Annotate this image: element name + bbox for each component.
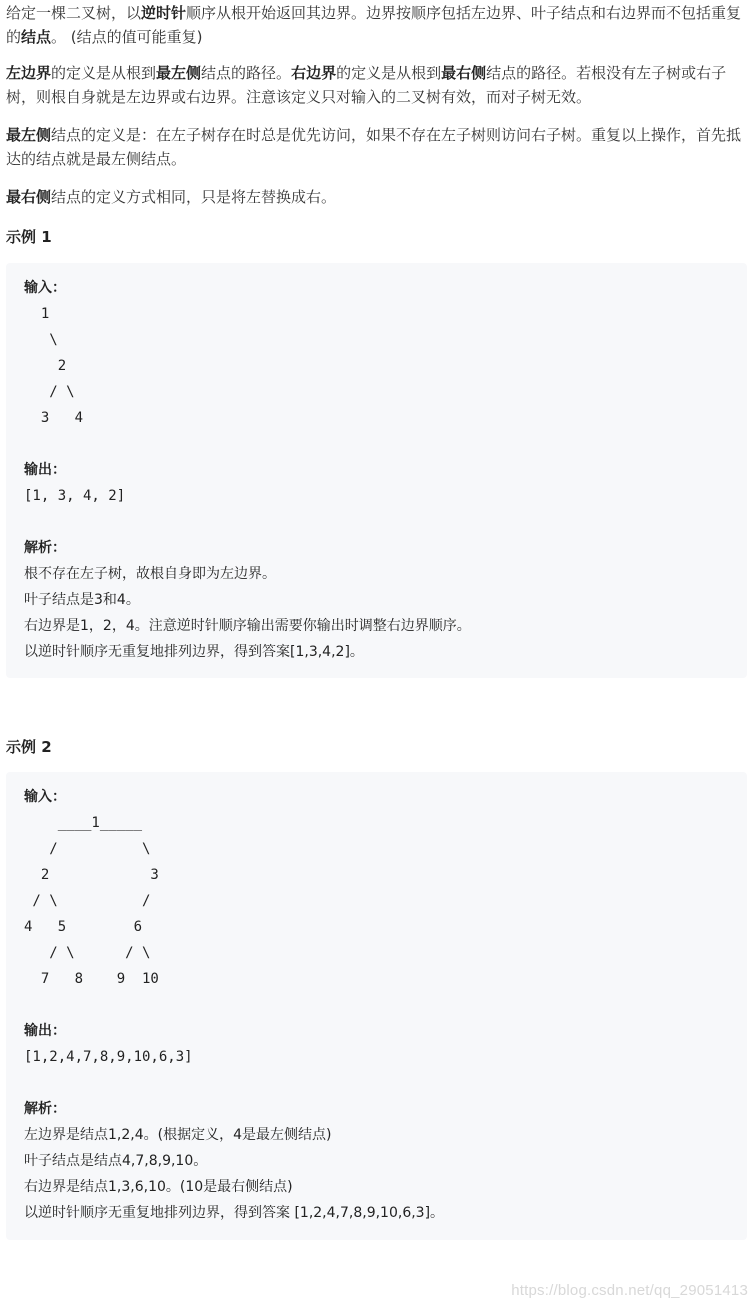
example-2-explain-line-4: 以逆时针顺序无重复地排列边界，得到答案 [1,2,4,7,8,9,10,6,3]。 [24,1205,445,1221]
example-2-explain-label: 解析： [24,1101,66,1117]
intro-paragraph-2: 左边界的定义是从根到最左侧结点的路径。右边界的定义是从根到最右侧结点的路径。若根没有左子树或右子树，则根自身就是左边界或右边界。注意该定义只对输入的二叉树有效，而对子树无效。 [6,64,727,106]
example-2-explain-line-1: 左边界是结点1,2,4。(根据定义，4是最左侧结点) [24,1127,332,1143]
example-2-code-block [6,772,747,1240]
example-2-explain-line-3: 右边界是结点1,3,6,10。(10是最右侧结点) [24,1179,293,1195]
example-2-input-label: 输入： [24,789,66,805]
example-1-output-label: 输出： [24,462,66,478]
example-2-output: [1,2,4,7,8,9,10,6,3] [24,1049,193,1065]
example-1-explain-line-4: 以逆时针顺序无重复地排列边界，得到答案[1,3,4,2]。 [24,644,364,660]
example-2-explain-line-2: 叶子结点是结点4,7,8,9,10。 [24,1153,208,1169]
example-2-tree: ____1_____ / \ 2 3 / \ / 4 5 6 / \ / \ 7 8 9 10 [24,815,159,987]
example-1-explain-line-2: 叶子结点是3和4。 [24,592,140,608]
watermark: https://blog.csdn.net/qq_29051413 [511,1282,748,1299]
example-1-tree: 1 \ 2 / \ 3 4 [40,306,84,426]
intro-paragraph-3: 最左侧结点的定义是：在左子树存在时总是优先访问，如果不存在左子树则访问右子树。重复以上操作，首先抵达的结点就是最左侧结点。 [6,126,742,168]
example-1-explain-line-3: 右边界是1，2，4。注意逆时针顺序输出需要你输出时调整右边界顺序。 [24,618,471,634]
example-2-output-label: 输出： [24,1023,66,1039]
example-1-explain-label: 解析： [24,540,66,556]
intro-paragraph-4: 最右侧结点的定义方式相同，只是将左替换成右。 [6,188,337,206]
example-1-code-block [6,263,747,678]
example-2-title: 示例 2 [6,738,52,756]
example-1-output: [1, 3, 4, 2] [24,488,126,504]
example-1-explain-line-1: 根不存在左子树，故根自身即为左边界。 [24,566,276,582]
intro-paragraph-1: 给定一棵二叉树，以逆时针顺序从根开始返回其边界。边界按顺序包括左边界、叶子结点和右边界而不包括重复的结点。 (结点的值可能重复) [6,4,742,46]
example-1-input-label: 输入： [24,280,66,296]
example-1-title: 示例 1 [6,228,52,246]
